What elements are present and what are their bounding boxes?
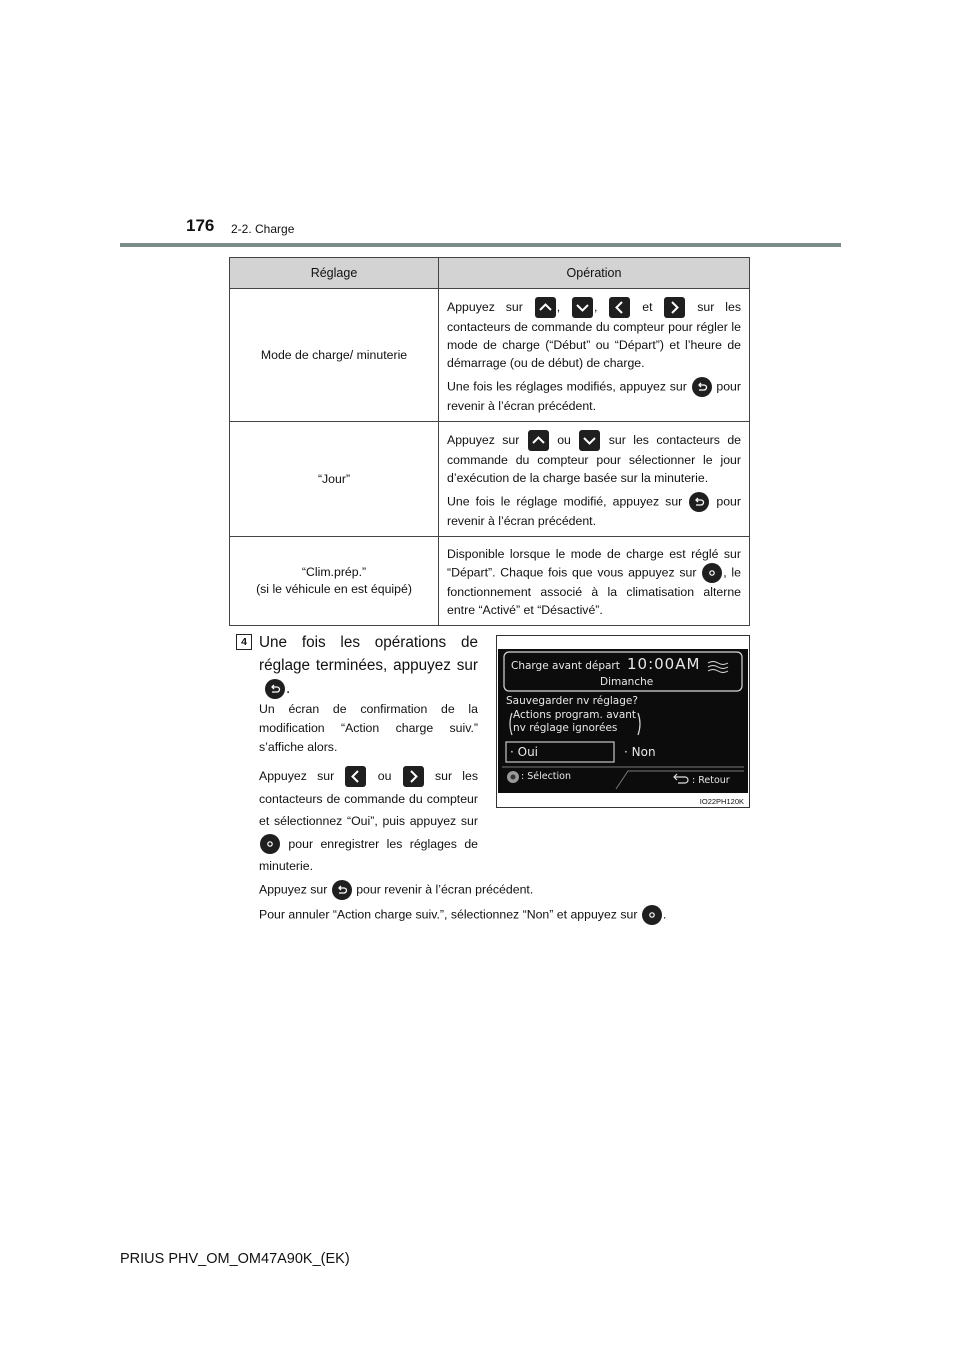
operation-paragraph: Une fois les réglages modifiés, appuyez sur pour revenir à l’écran précédent. bbox=[447, 377, 741, 415]
header-rule bbox=[120, 243, 841, 247]
column-header-setting: Réglage bbox=[230, 258, 439, 289]
table-row bbox=[230, 289, 750, 422]
screen-time: 10:00AM bbox=[627, 655, 701, 673]
page-number: 176 bbox=[186, 216, 215, 235]
left-chevron-switch-icon bbox=[345, 766, 366, 787]
right-chevron-switch-icon bbox=[403, 766, 424, 787]
screen-day: Dimanche bbox=[600, 676, 654, 688]
operation-cell bbox=[439, 422, 750, 537]
screen-back-hint: : Retour bbox=[692, 775, 730, 786]
left-chevron-switch-icon bbox=[609, 297, 630, 318]
step-text: Pour annuler “Action charge suiv.”, sélectionnez “Non” et appuyez sur . bbox=[259, 905, 779, 925]
ok-switch-icon bbox=[260, 834, 280, 854]
back-arrow-icon bbox=[670, 773, 692, 785]
screen-yes-option: · Oui bbox=[510, 745, 539, 759]
step-text: Un écran de confirmation de la modification “Action charge suiv.” s’affiche alors. bbox=[259, 702, 478, 754]
screen-option-2: nv réglage ignorées bbox=[513, 722, 618, 734]
operation-cell bbox=[439, 537, 750, 626]
step-number-badge: 4 bbox=[236, 634, 252, 650]
down-chevron-switch-icon bbox=[572, 297, 593, 318]
back-switch-icon bbox=[689, 492, 709, 512]
operation-paragraph: Appuyez sur ou sur les contacteurs de commande du compteur pour sélectionner le jour d’exécution de la charge basée sur la minuterie. bbox=[447, 430, 741, 487]
ok-switch-icon bbox=[642, 905, 662, 925]
operation-paragraph: Disponible lorsque le mode de charge est réglé sur “Départ”. Chaque fois que vous appuyez sur , le fonctionnement associé à la climatisation alterne entre “Activé” et “Désactivé”. bbox=[447, 547, 741, 617]
meter-display-figure bbox=[496, 635, 750, 808]
climate-fan-icon bbox=[706, 659, 730, 673]
step-text: Appuyez sur ou sur les contacteurs de commande du compteur et sélectionnez “Oui”, puis appuyez sur pour enregistrer les réglages de minuterie. bbox=[259, 765, 478, 878]
section-title: 2-2. Charge bbox=[231, 222, 295, 236]
screen-option-1: Actions program. avant bbox=[513, 709, 637, 721]
ok-switch-icon bbox=[702, 563, 722, 583]
operation-paragraph: Appuyez sur , , et sur les contacteurs de commande du compteur pour régler le mode de charge (“Début” ou “Départ”) et l’heure de démarrage (ou de début) de charge. bbox=[447, 297, 741, 372]
settings-table bbox=[229, 257, 750, 626]
footer-model: PRIUS PHV_OM_OM47A90K_(EK) bbox=[120, 1251, 350, 1267]
screen-no-option: · Non bbox=[624, 745, 656, 759]
back-switch-icon bbox=[692, 377, 712, 397]
operation-cell bbox=[439, 289, 750, 422]
select-dial-icon bbox=[506, 770, 520, 784]
table-row bbox=[230, 422, 750, 537]
up-chevron-switch-icon bbox=[535, 297, 556, 318]
screen-select-hint: : Sélection bbox=[521, 771, 572, 782]
setting-cell: Mode de charge/ minuterie bbox=[230, 289, 439, 422]
screen-question: Sauvegarder nv réglage? bbox=[506, 695, 638, 707]
back-switch-icon bbox=[265, 679, 285, 699]
setting-cell: “Jour” bbox=[230, 422, 439, 537]
down-chevron-switch-icon bbox=[579, 430, 600, 451]
step-text: Appuyez sur pour revenir à l’écran précédent. bbox=[259, 880, 759, 900]
meter-screen bbox=[498, 649, 748, 793]
operation-paragraph: Une fois le réglage modifié, appuyez sur pour revenir à l’écran précédent. bbox=[447, 492, 741, 530]
up-chevron-switch-icon bbox=[528, 430, 549, 451]
back-switch-icon bbox=[332, 880, 352, 900]
table-header-row bbox=[230, 258, 750, 289]
screen-title: Charge avant départ bbox=[511, 660, 620, 672]
figure-code: IO22PH120K bbox=[699, 797, 744, 806]
right-chevron-switch-icon bbox=[664, 297, 685, 318]
setting-cell: “Clim.prép.” (si le véhicule en est équipé) bbox=[230, 537, 439, 626]
column-header-operation: Opération bbox=[439, 258, 750, 289]
table-row bbox=[230, 537, 750, 626]
step-title: Une fois les opérations de réglage terminées, appuyez sur . bbox=[259, 634, 478, 697]
